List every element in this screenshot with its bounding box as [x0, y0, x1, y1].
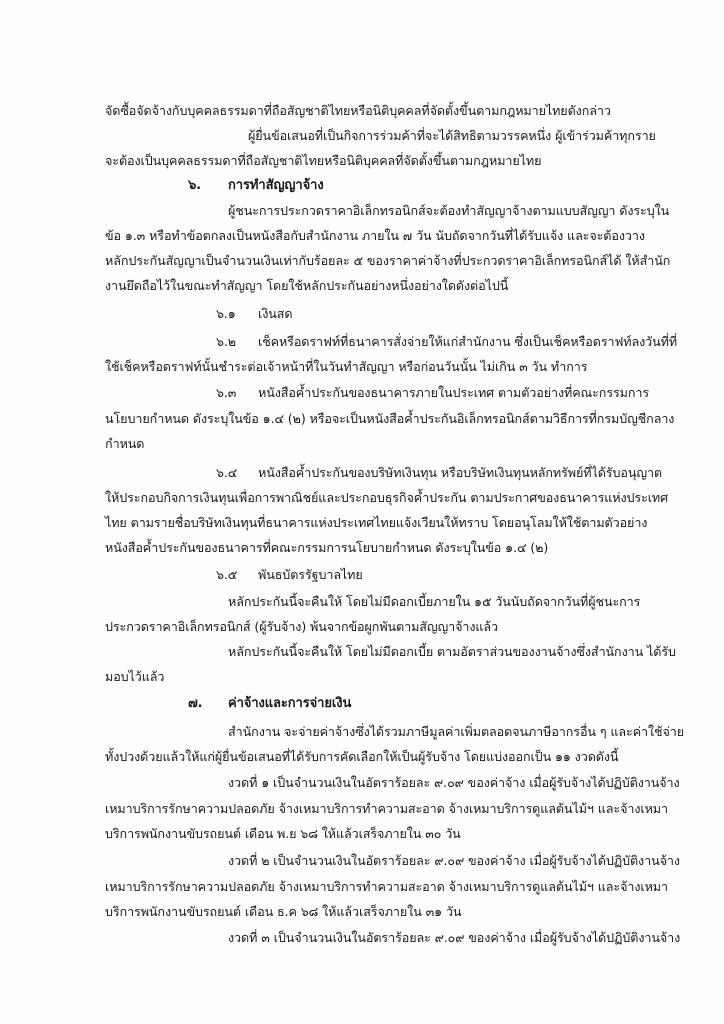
text-line: จัดซื้อจัดจ้างกับบุคคลธรรมดาที่ถือสัญชาติไทยหรือนิติบุคคลที่จัดตั้งขึ้นตามกฎหมายไทยดังกล่าว — [105, 103, 611, 118]
clause-number: ๖.๔ — [216, 465, 238, 480]
text-line: เหมาบริการรักษาความปลอดภัย จ้างเหมาบริการทำความสะอาด จ้างเหมาบริการดูแลต้นไม้ฯ และจ้างเหมา — [105, 879, 668, 894]
text-line: บริการพนักงานขับรถยนต์ เดือน พ.ย ๖๘ ให้แล้วเสร็จภายใน ๓๐ วัน — [105, 826, 461, 841]
text-line: ผู้ชนะการประกวดราคาอิเล็กทรอนิกส์จะต้องทำสัญญาจ้างตามแบบสัญญา ดังระบุใน — [228, 203, 670, 218]
clause-6-4 — [216, 463, 662, 483]
text-line: ทั้งปวงด้วยแล้วให้แก่ผู้ยื่นข้อเสนอที่ได้รับการคัดเลือกให้เป็นผู้รับจ้าง โดยแบ่งออกเป็น ๑๑ งวดดังนี้ — [105, 749, 619, 764]
text-line: ใช้เช็คหรือดราฟท์นั้นชำระต่อเจ้าหน้าที่ในวันทำสัญญา หรือก่อนวันนั้น ไม่เกิน ๓ วัน ทำการ — [105, 359, 588, 374]
text-line: หนังสือค้ำประกันของธนาคารที่คณะกรรมการนโยบายกำหนด ดังระบุในข้อ ๑.๔ (๒) — [105, 540, 549, 555]
text-line: ให้ประกอบกิจการเงินทุนเพื่อการพาณิชย์และประกอบธุรกิจค้ำประกัน ตามประกาศของธนาคารแห่งประเทศ — [105, 490, 669, 505]
clause-6-5 — [216, 565, 363, 585]
clause-6-1 — [216, 304, 292, 324]
section-number: ๗. — [188, 696, 203, 711]
clause-6-3 — [216, 383, 649, 403]
clause-number: ๖.๑ — [216, 306, 236, 321]
installment-line: งวดที่ ๑ เป็นจำนวนเงินในอัตราร้อยละ ๙.๐๙ ของค่าจ้าง เมื่อผู้รับจ้างได้ปฏิบัติงานจ้าง — [228, 775, 680, 790]
text-line: สำนักงาน จะจ่ายค่าจ้างซึ่งได้รวมภาษีมูลค่าเพิ่มตลอดจนภาษีอากรอื่น ๆ และค่าใช้จ่าย — [228, 724, 685, 739]
text-line: จะต้องเป็นบุคคลธรรมดาที่ถือสัญชาติไทยหรือนิติบุคคลที่จัดตั้งขึ้นตามกฎหมายไทย — [105, 153, 542, 168]
text-line: กำหนด — [105, 436, 145, 451]
text-line: เหมาบริการรักษาความปลอดภัย จ้างเหมาบริการทำความสะอาด จ้างเหมาบริการดูแลต้นไม้ฯ และจ้างเหมา — [105, 801, 668, 816]
section-number: ๖. — [188, 178, 201, 193]
text-line: ข้อ ๑.๓ หรือทำข้อตกลงเป็นหนังสือกับสำนักงาน ภายใน ๗ วัน นับถัดจากวันที่ได้รับแจ้ง และจะต้องวาง — [105, 228, 645, 243]
clause-text: หนังสือค้ำประกันของบริษัทเงินทุน หรือบริษัทเงินทุนหลักทรัพย์ที่ได้รับอนุญาต — [258, 465, 663, 480]
clause-text: เงินสด — [258, 306, 293, 321]
clause-number: ๖.๕ — [216, 567, 238, 582]
section-heading-7 — [188, 694, 351, 714]
clause-6-2 — [216, 332, 677, 352]
text-line: หลักประกันนี้จะคืนให้ โดยไม่มีดอกเบี้ยภายใน ๑๕ วันนับถัดจากวันที่ผู้ชนะการ — [228, 594, 641, 609]
clause-number: ๖.๒ — [216, 334, 236, 349]
clause-text: เช็คหรือดราฟท์ที่ธนาคารสั่งจ่ายให้แก่สำนักงาน ซึ่งเป็นเช็คหรือดราฟท์ลงวันที่ที่ — [258, 334, 678, 349]
text-line: มอบไว้แล้ว — [105, 669, 165, 684]
clause-text: พันธบัตรรัฐบาลไทย — [258, 567, 363, 582]
section-title: การทำสัญญาจ้าง — [228, 178, 324, 193]
text-line: นโยบายกำหนด ดังระบุในข้อ ๑.๔ (๒) หรือจะเป็นหนังสือค้ำประกันอิเล็กทรอนิกส์ตามวิธีการที่กรมบัญชีกลาง — [105, 411, 675, 426]
text-line: ประกวดราคาอิเล็กทรอนิกส์ (ผู้รับจ้าง) พ้นจากข้อผูกพันตามสัญญาจ้างแล้ว — [105, 619, 499, 634]
text-line: งานยึดถือไว้ในขณะทำสัญญา โดยใช้หลักประกันอย่างหนึ่งอย่างใดดังต่อไปนี้ — [105, 278, 509, 293]
installment-line: งวดที่ ๓ เป็นจำนวนเงินในอัตราร้อยละ ๙.๐๙ ของค่าจ้าง เมื่อผู้รับจ้างได้ปฏิบัติงานจ้าง — [228, 930, 681, 945]
text-line: หลักประกันนี้จะคืนให้ โดยไม่มีดอกเบี้ย ตามอัตราส่วนของงานจ้างซึ่งสำนักงาน ได้รับ — [228, 644, 676, 659]
installment-line: งวดที่ ๒ เป็นจำนวนเงินในอัตราร้อยละ ๙.๐๙ ของค่าจ้าง เมื่อผู้รับจ้างได้ปฏิบัติงานจ้าง — [228, 853, 680, 868]
clause-number: ๖.๓ — [216, 385, 237, 400]
clause-text: หนังสือค้ำประกันของธนาคารภายในประเทศ ตามตัวอย่างที่คณะกรรมการ — [258, 385, 650, 400]
section-title: ค่าจ้างและการจ่ายเงิน — [228, 696, 352, 711]
text-line: ไทย ตามรายชื่อบริษัทเงินทุนที่ธนาคารแห่งประเทศไทยแจ้งเวียนให้ทราบ โดยอนุโลมให้ใช้ตามตัวอย่าง — [105, 515, 648, 530]
section-heading-6 — [188, 176, 324, 196]
text-line: บริการพนักงานขับรถยนต์ เดือน ธ.ค ๖๘ ให้แล้วเสร็จภายใน ๓๑ วัน — [105, 904, 462, 919]
text-line: หลักประกันสัญญาเป็นจำนวนเงินเท่ากับร้อยละ ๕ ของราคาค่าจ้างที่ประกวดราคาอิเล็กทรอนิกส์ได้ ให้สำนัก — [105, 253, 671, 268]
text-line: ผู้ยื่นข้อเสนอที่เป็นกิจการร่วมค้าที่จะได้สิทธิตามวรรคหนึ่ง ผู้เข้าร่วมค้าทุกราย — [248, 128, 656, 143]
